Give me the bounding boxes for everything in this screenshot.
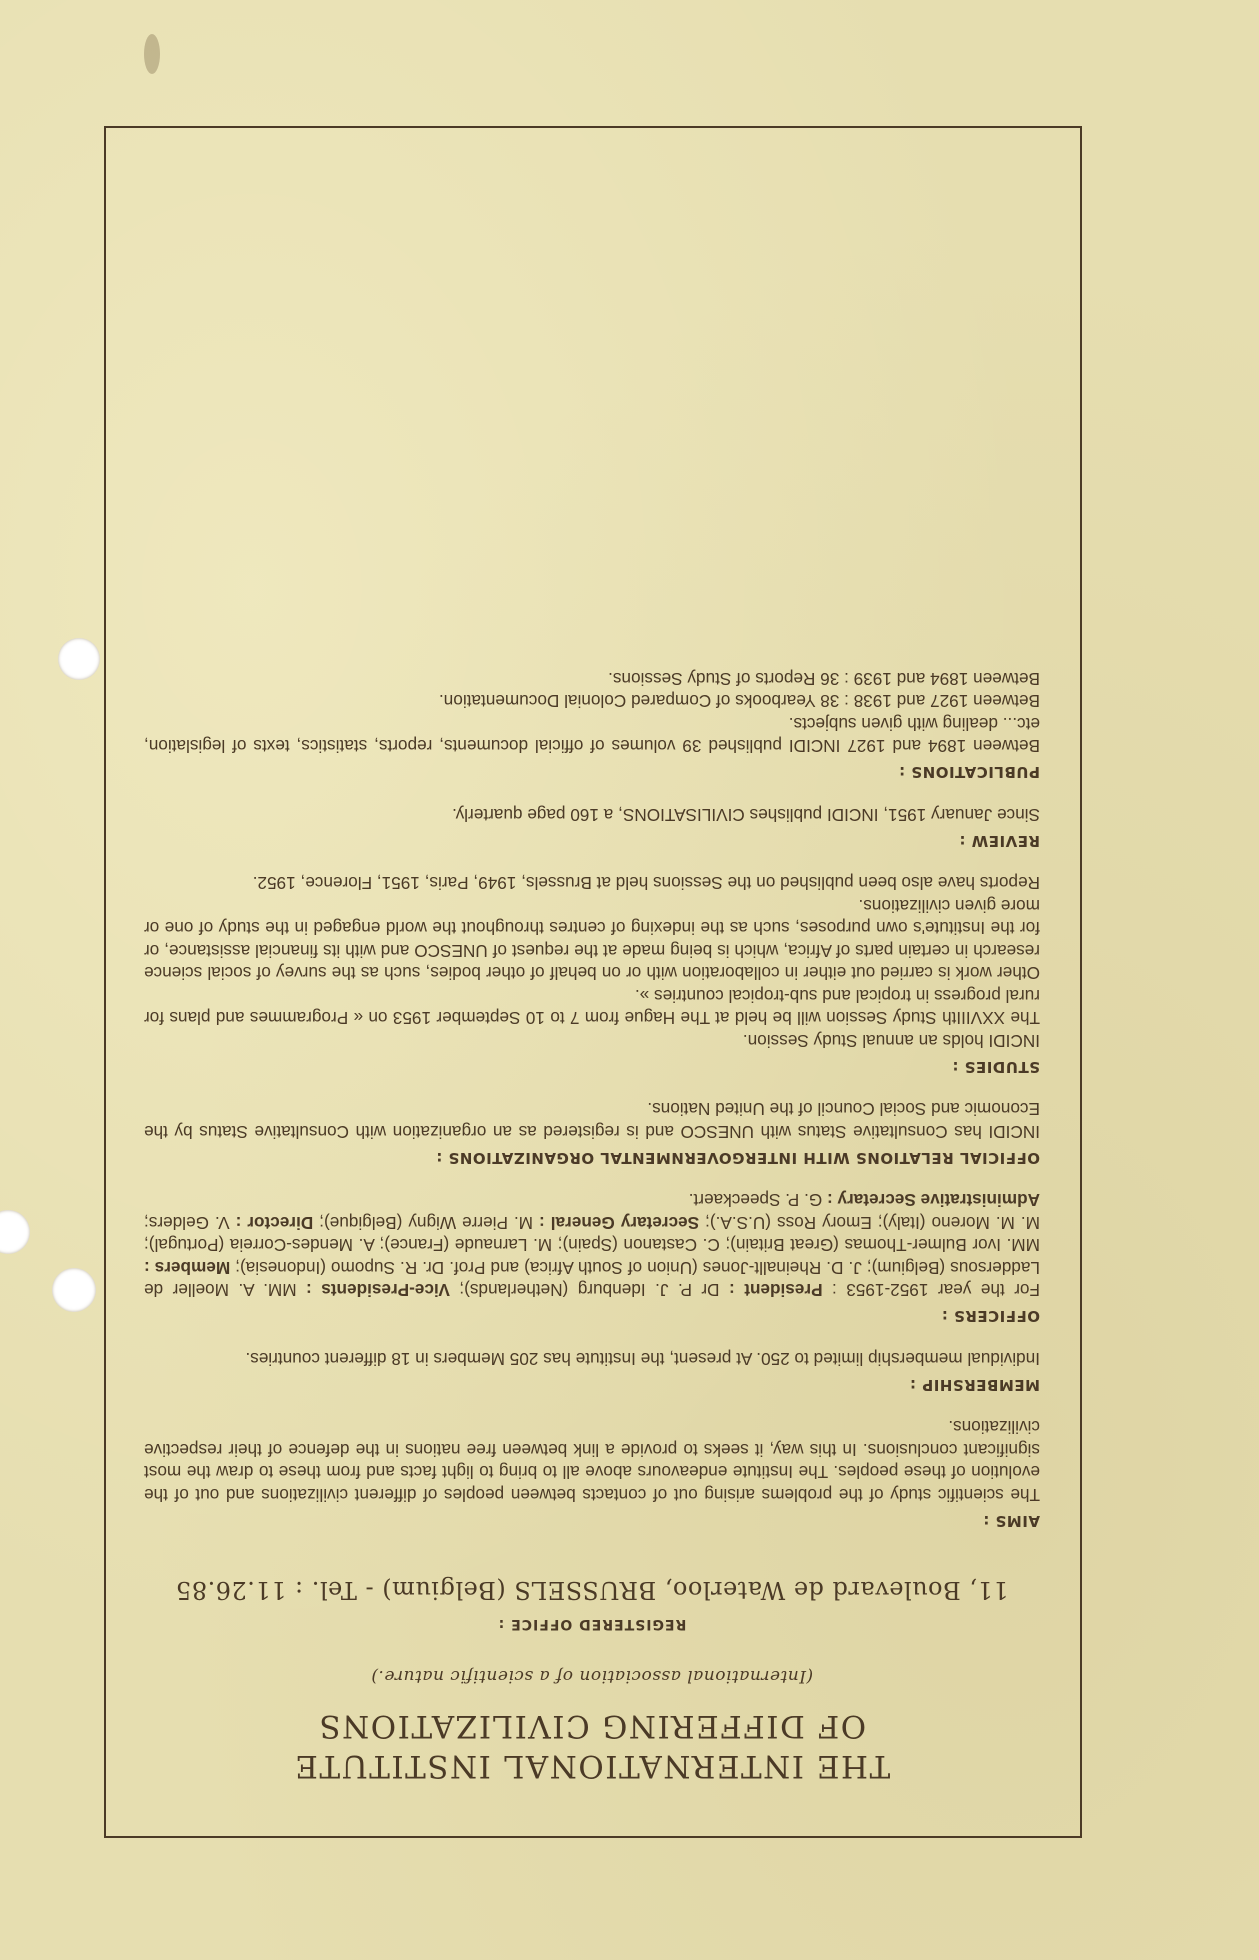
studies-heading: STUDIES : (951, 1058, 1040, 1076)
review-text: Since January 1951, INCIDI publishes CIVILISATIONS, a 160 page quarterly. (452, 805, 1040, 825)
officers-heading: OFFICERS : (941, 1307, 1040, 1326)
secretary-general-label: Secretary General : (539, 1213, 700, 1233)
president-name: Dr P. J. Idenburg (Netherlands); (449, 1280, 730, 1301)
border-frame (104, 126, 1082, 1838)
publications-paragraph: Between 1894 and 1927 INCIDI published 39 volumes of official documents, reports, statistics, texts of legislation, etc... dealing with given subjects. (144, 714, 1040, 757)
title-line-1: THE INTERNATIONAL INSTITUTE (293, 1748, 891, 1784)
relations-heading: OFFICIAL RELATIONS WITH INTERGOVERNMENTAL ORGANIZATIONS : (435, 1149, 1040, 1167)
aims-text: The scientific study of the problems arising out of contacts between peoples of different civilizations and out of the evolution of these peoples. The Institute endeavours above all to bring to light facts and from these to draw the most significant conclusions. In this way, it seeks to provide a link between free nations in the defence of their respective civilizations. (144, 1417, 1040, 1505)
vice-presidents-label: Vice-Presidents : (306, 1280, 450, 1301)
aims-section (144, 1416, 1040, 1530)
punch-hole (52, 1268, 96, 1312)
director-label: Director : (235, 1213, 314, 1233)
aims-heading: AIMS : (982, 1512, 1040, 1530)
publications-section (144, 668, 1040, 782)
studies-paragraph: Reports have also been published on the Sessions held at Brussels, 1949, Paris, 1951, Florence, 1952. (252, 873, 1040, 894)
title-line-2: OF DIFFERING CIVILIZATIONS (317, 1708, 867, 1744)
admin-secretary-label: Administrative Secretary : (826, 1190, 1040, 1211)
vice-presidents-names: MM. A. Moeller de Laddersous (Belgium); J. D. Rheinallt-Jones (Union of South Africa) and Prof. Dr. R. Supomo (Indonesia); (144, 1258, 1040, 1301)
punch-hole (0, 1210, 30, 1254)
text-block (144, 668, 1040, 1787)
director-name: V. Gelders; (144, 1213, 236, 1233)
paper-stain (144, 34, 160, 74)
studies-section (144, 872, 1040, 1076)
secretary-general-name: M. Pierre Wigny (Belgique); (313, 1213, 540, 1233)
officers-text (144, 1189, 1040, 1302)
membership-text: Individual membership limited to 250. At present, the Institute has 205 Members in 18 different countries. (245, 1349, 1040, 1369)
publications-heading: PUBLICATIONS : (898, 763, 1040, 782)
studies-paragraph: INCIDI holds an annual Study Session. (742, 1031, 1040, 1051)
relations-section (144, 1098, 1040, 1167)
membership-section (144, 1348, 1040, 1395)
review-heading: REVIEW : (959, 832, 1040, 850)
publications-paragraph: Between 1927 and 1938 : 38 Yearbooks of Compared Colonial Documentation. (438, 691, 1040, 712)
upside-down-content (106, 128, 1080, 1836)
members-names: MM. Ivor Bulmer-Thomas (Great Britain); C. Castanon (Spain); M. Larnaude (France); A. Mendes-Correia (Portugal); M. M. Moreno (Italy); Emory Ross (U.S.A.); (144, 1213, 1040, 1256)
members-label: Members : (144, 1258, 231, 1278)
registered-office-label: REGISTERED OFFICE : (497, 1616, 687, 1632)
studies-paragraph: The XXVIIIth Study Session will be held at The Hague from 7 to 10 September 1953 on « Programmes and plans for rural progress in tropical and sub-tropical countries ». (144, 986, 1040, 1029)
punch-hole (58, 638, 100, 680)
membership-heading: MEMBERSHIP : (909, 1376, 1040, 1394)
review-section (144, 804, 1040, 851)
admin-secretary-name: G. P. Speeckaert. (688, 1190, 827, 1211)
officers-section (144, 1189, 1040, 1326)
relations-text: INCIDI has Consultative Status with UNESCO and is registered as an organization with Consultative Status by the Economic and Social Council of the United Nations. (144, 1099, 1040, 1142)
publications-paragraph: Between 1894 and 1939 : 36 Reports of Study Sessions. (608, 669, 1040, 689)
officers-intro: For the year 1952-1953 : (822, 1280, 1040, 1301)
studies-paragraph: Other work is carried out either in collaboration with or on behalf of other bodies, such as the survey of social science research in certain parts of Africa, which is being made at the request of UNESCO and with its financial assistance, or for the Institute's own purposes, such as the indexing of centres throughout the world engaged in the study of one or more given civilizations. (144, 896, 1040, 984)
president-label: President : (729, 1280, 823, 1301)
address: 11, Boulevard de Waterloo, BRUSSELS (Belgium) - Tel. : 11.26.85 (175, 1576, 1009, 1604)
subtitle: (International association of a scientific nature.) (370, 1666, 814, 1686)
